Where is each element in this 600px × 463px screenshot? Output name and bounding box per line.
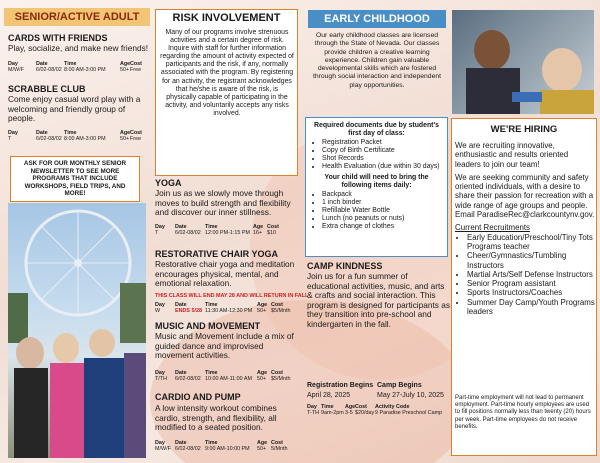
list-item: • Early Education/Preschool/Tiny Tots Programs teacher: [467, 233, 595, 252]
chair-yoga-schedule: Day Date Time Age Cost W ENDS 5/28 11:30 AM-12:30 PM 50+ $5/Mnth: [155, 302, 291, 315]
cards-desc: Play, socialize, and make new friends!: [8, 43, 149, 53]
docs-title: Required documents due by student's first day of class:: [314, 122, 439, 137]
cardio-title: CARDIO AND PUMP: [155, 392, 241, 402]
list-item: • Shot Records: [322, 155, 441, 163]
newsletter-callout: ASK FOR OUR MONTHLY SENIOR NEWSLETTER TO SEE MORE PROGRAMS THAT INCLUDE WORKSHOPS, FIELD TRIPS, AND MORE!: [10, 156, 140, 202]
list-item: • Health Evaluation (due within 30 days): [322, 163, 441, 171]
teacher-child-photo: [452, 10, 594, 114]
yoga-desc: Join us as we slowly move through moves to build strength and flexibility and discover our inner stillness.: [155, 188, 291, 218]
registration-date: April 28, 2025: [307, 392, 351, 399]
cards-title: CARDS WITH FRIENDS: [8, 33, 108, 43]
scrabble-desc: Come enjoy casual word play with a welcoming and friendly group of people.: [8, 94, 141, 124]
music-schedule: Day Date Time Age Cost T/TH 6/02-08/02 10:00 AM-11:00 AM 50+ $5/Mnth: [155, 370, 291, 383]
recruitments-title: Current Recruitments: [455, 223, 530, 233]
list-item: • Backpack: [322, 191, 441, 199]
yoga-title: YOGA: [155, 178, 182, 188]
hiring-intro: We are recruiting innovative, enthusiastic and results oriented leaders to join our team!: [455, 141, 569, 169]
scrabble-schedule: Day Date Time Age Cost T 6/02-08/02 8:00 AM-3:00 PM 50+ Free: [8, 130, 142, 143]
camp-dates-value: May 27-July 10, 2025: [377, 392, 444, 399]
list-item: • Lunch (no peanuts or nuts): [322, 215, 441, 223]
chair-yoga-desc: Restorative chair yoga and meditation encourages physical, mental, and emotional relaxation.: [155, 259, 295, 289]
bring-title: Your child will need to bring the following items daily:: [324, 174, 429, 189]
list-item: • Cheer/Gymnastics/Tumbling Instructors: [467, 251, 595, 270]
docs-list: [312, 139, 441, 171]
hiring-header: WE'RE HIRING: [490, 124, 558, 135]
chair-yoga-note: THIS CLASS WILL END MAY 28 AND WILL RETURN IN FALL: [155, 293, 309, 299]
hiring-text: [455, 141, 595, 316]
camp-desc: Join us for a fun summer of educational activities, music, and arts & crafts and social interaction. This program is designed for participants as they transition into pre-school and kindergarten in the fall.: [307, 271, 450, 329]
ferris-wheel-photo-icon: [8, 203, 146, 458]
scrabble-title: SCRABBLE CLUB: [8, 84, 86, 94]
teacher-painting-photo-icon: [452, 10, 594, 114]
list-item: • Senior Program assistant: [467, 279, 595, 288]
hiring-seeking: We are seeking community and safety oriented individuals, with a desire to share their passion for recreation with a wide range of age groups and people. Email ParadiseRec@clarkcountynv.gov.: [455, 172, 595, 220]
camp-schedule: Day Time Age Cost Activity Code T-TH 9am-2pm 3-5 $20/day 9 Paradise Preschool Camp: [307, 404, 443, 417]
list-item: • 1 inch binder: [322, 199, 441, 207]
recruitments-list: [455, 233, 595, 317]
risk-header: RISK INVOLVEMENT: [172, 12, 281, 24]
music-title: MUSIC AND MOVEMENT: [155, 321, 261, 331]
camp-title: CAMP KINDNESS: [307, 261, 383, 271]
part-time-disclaimer: Part-time employment will not lead to permanent employment. Part-time hourly employees are used to fill positions normally less than twenty (20) hours per week. Part-time employees do not receive benefits.: [455, 395, 591, 430]
senior-header: SENIOR/ACTIVE ADULT: [4, 8, 150, 26]
list-item: • Sports Instructors/Coaches: [467, 288, 595, 297]
bring-list: [312, 191, 441, 231]
risk-text: Many of our programs involve strenuous activities and a certain degree of risk. Inquire with staff for further information regarding the amount of activity expected of participants and the risk, if any, normally associated with the program. By registering for an activity, the registrant acknowledges that he/she is aware of the risk, is physically capable of participating in the activity, and voluntarily accepts any risks involved.: [160, 29, 294, 117]
camp-begins-label: Camp Begins: [377, 382, 422, 389]
early-childhood-text: Our early childhood classes are licensed through the State of Nevada. Our classes provide children a creative learning experience. Children gain valuable developmental skills which are fostered through social interaction and independent play opportunities.: [312, 32, 442, 89]
list-item: • Copy of Birth Certificate: [322, 147, 441, 155]
list-item: • Martial Arts/Self Defense Instructors: [467, 270, 595, 279]
list-item: • Refillable Water Bottle: [322, 207, 441, 215]
cardio-desc: A low intensity workout combines cardio, strength, and flexibility, all modified to a seated position.: [155, 403, 277, 433]
cardio-schedule: Day Date Time Age Cost M/W/F 6/02-08/02 9:00 AM-10:00 PM 50+ 5/Mnth: [155, 440, 288, 453]
required-documents-box: [305, 117, 448, 257]
registration-label: Registration Begins: [307, 382, 374, 389]
list-item: • Summer Day Camp/Youth Programs leaders: [467, 298, 595, 317]
cards-schedule: Day Date Time Age Cost M/W/F 6/02-08/02 8:00 AM-3:00 PM 50+ Free: [8, 61, 142, 74]
early-childhood-header: EARLY CHILDHOOD: [308, 10, 446, 28]
seniors-photo: [8, 203, 146, 458]
chair-yoga-title: RESTORATIVE CHAIR YOGA: [155, 249, 279, 259]
yoga-schedule: Day Date Time Age Cost T 6/02-08/02 12:00 PM-1:15 PM 16+ $10: [155, 224, 279, 237]
list-item: • Extra change of clothes: [322, 223, 441, 231]
music-desc: Music and Movement include a mix of guided dance and improvised movement activities.: [155, 331, 294, 361]
list-item: • Registration Packet: [322, 139, 441, 147]
